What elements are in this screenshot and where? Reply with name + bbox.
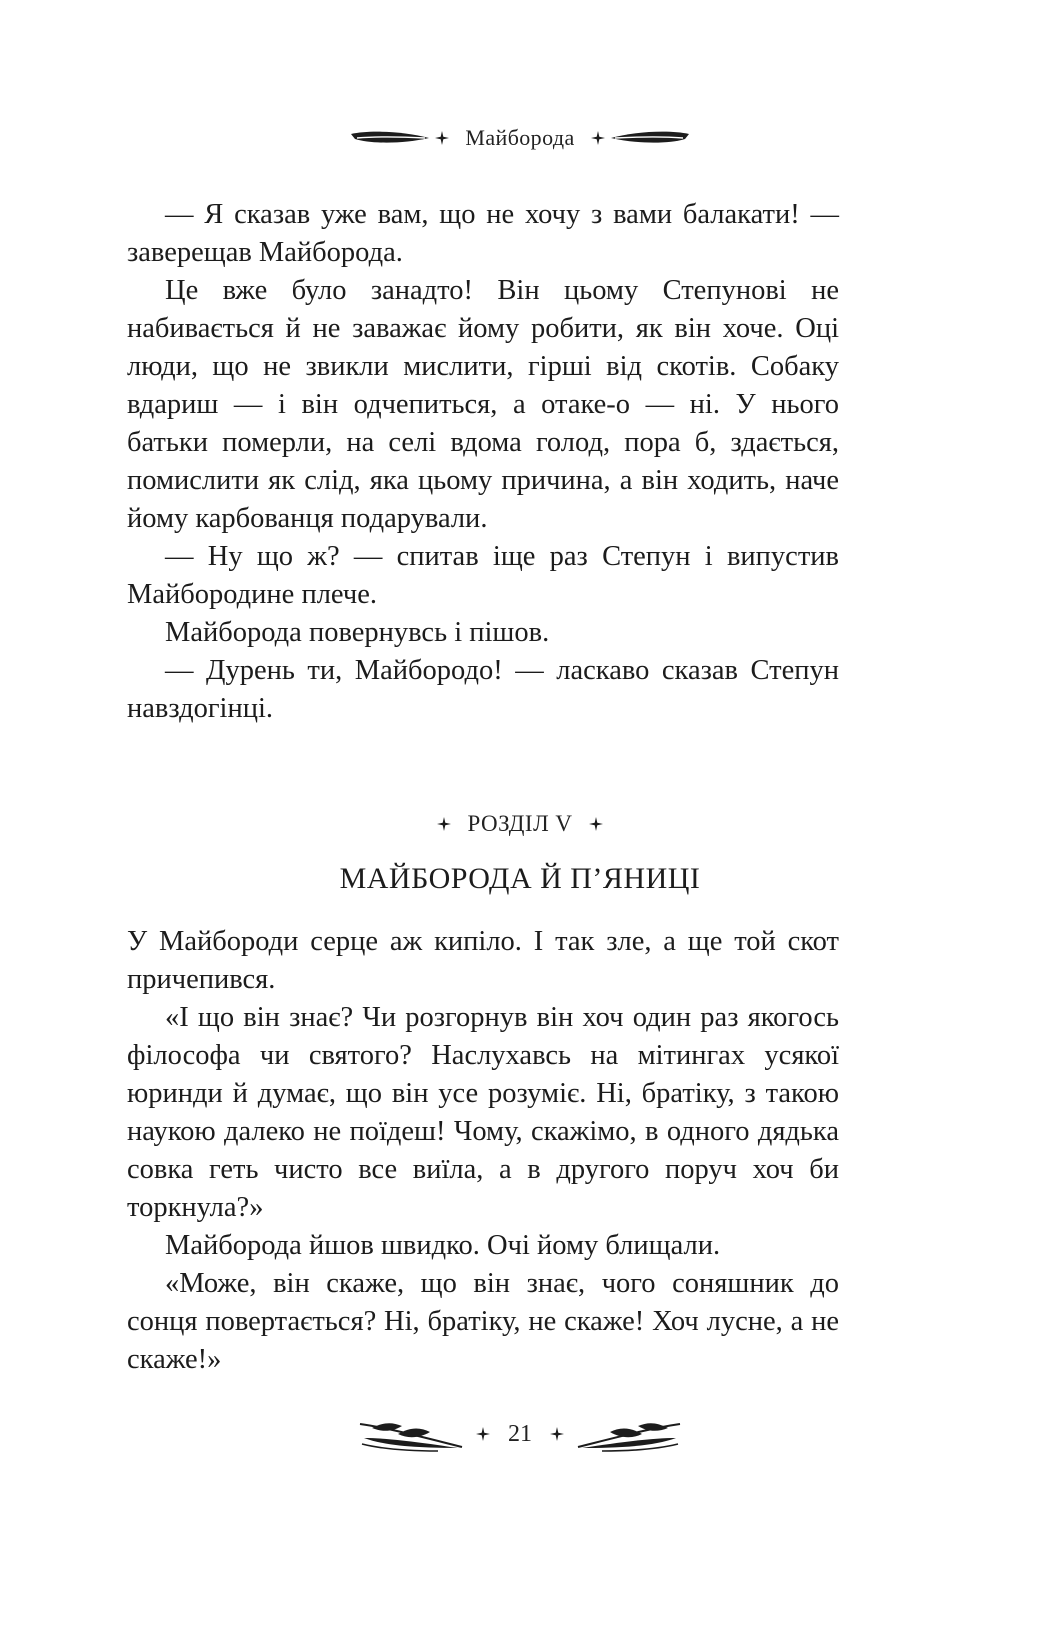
star-ornament-icon	[550, 1427, 564, 1441]
paragraph: Майборода повернувсь і пішов.	[165, 617, 550, 648]
page-number: 21	[508, 1420, 532, 1447]
star-ornament-icon	[435, 131, 449, 145]
leaf-ornament-left-icon	[351, 127, 429, 149]
paragraph: «І що він знає? Чи розгорнув він хоч один раз якогось філософа чи святого? Наслухавсь на мітингах усякої юринди й думає, що він усе розуміє. Ні, братіку, з такою наукою далеко не поїдеш! Чому, скажімо, в одного дядька совка геть чисто все виїла, а в другого поруч хоч би торкнула?»	[127, 1002, 839, 1223]
leaf-ornament-right-icon	[611, 127, 689, 149]
star-ornament-icon	[476, 1427, 490, 1441]
star-ornament-icon	[437, 817, 451, 831]
star-ornament-icon	[589, 817, 603, 831]
paragraph: Це вже було занадто! Він цьому Степунові не набивається й не заважає йому робити, як він хоче. Оці люди, що не звикли мислити, гірші від скотів. Собаку вдариш — і він одчепиться, а отаке-о — ні. У нього батьки померли, на селі вдома голод, пора б, здається, помислити як слід, яка цьому причина, а він ходить, наче йому карбованця подарували.	[127, 275, 839, 534]
paragraph: — Дурень ти, Майбородо! — ласкаво сказав Степун навздогінці.	[127, 655, 839, 724]
chapter-label	[0, 806, 1040, 842]
reed-ornament-right-icon	[576, 1414, 682, 1454]
chapter-number: РОЗДІЛ V	[467, 811, 573, 836]
reed-ornament-left-icon	[358, 1414, 464, 1454]
paragraph: «Може, він скаже, що він знає, чого соняшник до сонця повертається? Ні, братіку, не скаже! Хоч лусне, а не скаже!»	[127, 1268, 839, 1375]
running-head-title: Майборода	[465, 125, 575, 150]
paragraph: У Майбороди серце аж кипіло. І так зле, а ще той скот причепився.	[127, 926, 839, 995]
paragraph: — Ну що ж? — спитав іще раз Степун і випустив Майбородине плече.	[127, 541, 839, 610]
paragraph: Майборода йшов швидко. Очі йому блищали.	[165, 1230, 721, 1261]
body-text-top	[127, 196, 839, 728]
page-footer	[0, 1414, 1040, 1454]
chapter-title: МАЙБОРОДА Й П’ЯНИЦІ	[339, 862, 701, 895]
star-ornament-icon	[591, 131, 605, 145]
body-text-bottom	[127, 923, 839, 1379]
paragraph: — Я сказав уже вам, що не хочу з вами балакати! — заверещав Майборода.	[127, 199, 839, 268]
running-head	[0, 122, 1040, 154]
